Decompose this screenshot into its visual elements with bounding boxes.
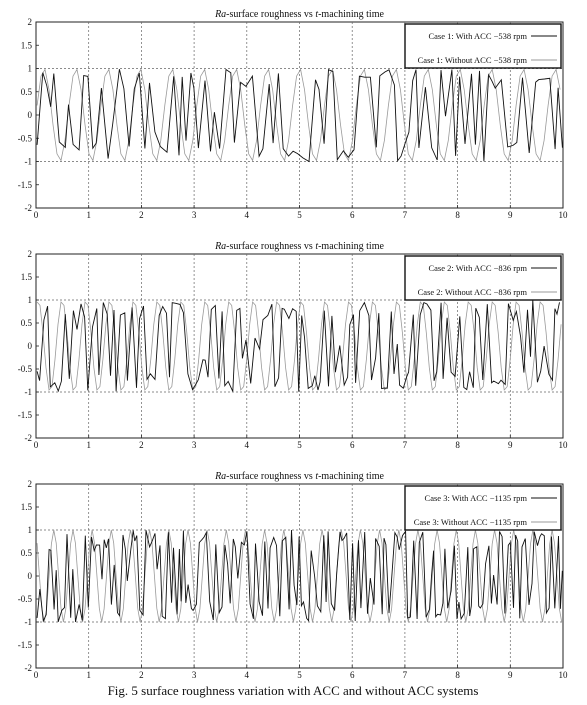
x-tick-label: 9 <box>508 670 513 680</box>
y-tick-label: 0 <box>27 110 32 120</box>
x-tick-label: 7 <box>402 670 408 680</box>
y-tick-label: 0 <box>27 341 32 351</box>
legend-label: Case 3: With ACC −1135 rpm <box>424 493 527 503</box>
y-tick-label: 0.5 <box>20 86 32 97</box>
y-tick-label: 0.5 <box>20 318 32 328</box>
x-tick-label: 0 <box>33 440 39 450</box>
x-tick-label: 4 <box>244 210 250 220</box>
x-tick-label: 8 <box>455 210 460 220</box>
y-tick-label: -0.5 <box>17 133 32 144</box>
x-tick-label: 8 <box>455 670 460 680</box>
x-tick-label: 3 <box>191 440 197 450</box>
chart-title: Ra-surface roughness vs t-machining time <box>215 9 384 20</box>
x-tick-label: 8 <box>455 440 460 450</box>
x-tick-label: 2 <box>139 210 144 220</box>
x-tick-label: 6 <box>349 670 355 680</box>
x-tick-label: 0 <box>33 210 39 220</box>
y-tick-label: -2 <box>24 433 32 443</box>
x-tick-label: 9 <box>508 210 513 220</box>
legend-label: Case 1: Without ACC −538 rpm <box>417 55 527 65</box>
y-tick-label: 0 <box>27 571 32 581</box>
x-tick-label: 9 <box>508 440 513 450</box>
x-tick-label: 3 <box>191 670 197 680</box>
y-tick-label: 1 <box>27 295 32 305</box>
y-tick-label: 1 <box>27 525 32 535</box>
y-tick-label: 0.5 <box>20 548 32 558</box>
legend-label: Case 1: With ACC −538 rpm <box>428 31 527 41</box>
y-tick-label: -2 <box>24 203 32 213</box>
y-tick-label: -1 <box>24 617 32 627</box>
y-tick-label: 1.5 <box>20 272 32 282</box>
y-tick-label: 2 <box>27 249 32 259</box>
x-tick-label: 5 <box>297 670 302 680</box>
chart-panel-1 <box>18 9 568 220</box>
x-tick-label: 1 <box>86 210 91 220</box>
chart-panel-3 <box>18 471 568 680</box>
x-tick-label: 1 <box>86 670 91 680</box>
x-tick-label: 10 <box>558 440 568 450</box>
x-tick-label: 2 <box>139 670 144 680</box>
x-tick-label: 10 <box>558 210 568 220</box>
x-tick-label: 1 <box>86 440 91 450</box>
y-tick-label: -1.5 <box>17 410 32 420</box>
y-tick-label: 2 <box>27 479 32 489</box>
y-tick-label: -0.5 <box>17 364 32 374</box>
x-tick-label: 2 <box>139 440 144 450</box>
y-tick-label: -2 <box>24 663 32 673</box>
x-tick-label: 7 <box>402 210 408 220</box>
x-tick-label: 5 <box>297 440 302 450</box>
figure-caption: Fig. 5 surface roughness variation with ACC and without ACC systems <box>107 683 479 698</box>
legend-label: Case 2: With ACC −836 rpm <box>428 263 527 273</box>
y-tick-label: -1 <box>24 156 32 167</box>
x-tick-label: 6 <box>349 440 355 450</box>
y-tick-label: 2 <box>27 17 32 27</box>
y-tick-label: -1.5 <box>17 640 32 650</box>
x-tick-label: 7 <box>402 440 408 450</box>
chart-panel-2 <box>18 241 568 450</box>
y-tick-label: 1.5 <box>20 40 32 51</box>
x-tick-label: 4 <box>244 670 250 680</box>
chart-title: Ra-surface roughness vs t-machining time <box>215 241 384 252</box>
y-tick-label: -0.5 <box>17 594 32 604</box>
x-tick-label: 0 <box>33 670 39 680</box>
x-tick-label: 4 <box>244 440 250 450</box>
legend-label: Case 2: Without ACC −836 rpm <box>417 287 527 297</box>
y-tick-label: 1 <box>27 63 32 74</box>
y-tick-label: 1.5 <box>20 502 32 512</box>
x-tick-label: 5 <box>297 210 302 220</box>
chart-panels <box>18 9 568 680</box>
chart-title: Ra-surface roughness vs t-machining time <box>215 471 384 482</box>
legend-label: Case 3: Without ACC −1135 rpm <box>413 517 527 527</box>
y-tick-label: -1.5 <box>17 179 32 190</box>
x-tick-label: 10 <box>558 670 568 680</box>
x-tick-label: 6 <box>349 210 355 220</box>
x-tick-label: 3 <box>191 210 197 220</box>
y-tick-label: -1 <box>24 387 32 397</box>
